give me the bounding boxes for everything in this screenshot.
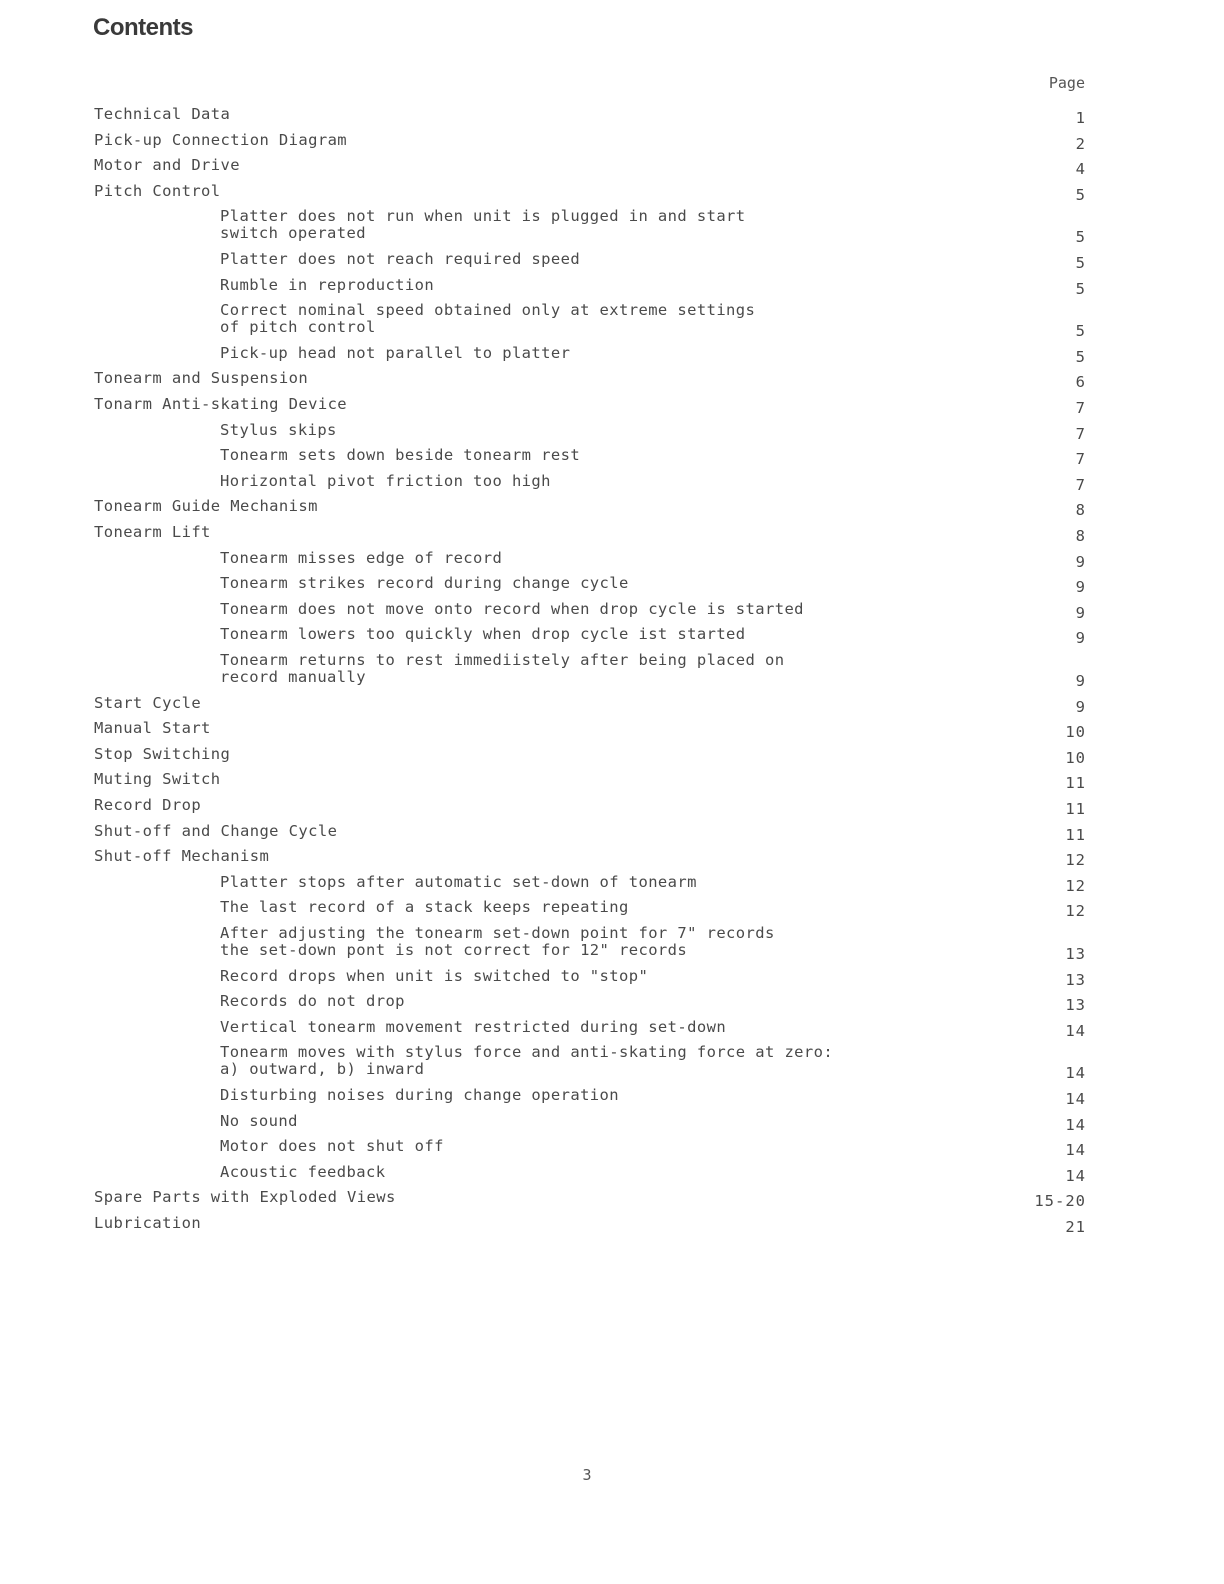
toc-entry-page: 14 — [1065, 1064, 1086, 1083]
toc-entry-page: 8 — [1075, 501, 1086, 520]
toc-entry-title: Pick-up head not parallel to platter — [220, 343, 571, 362]
toc-entry-title: Acoustic feedback — [220, 1162, 386, 1181]
toc-entry-page: 10 — [1065, 723, 1086, 742]
toc-entry-title: Muting Switch — [94, 770, 221, 789]
toc-entry-title: Tonearm strikes record during change cycle — [220, 574, 629, 593]
toc-entry-title: Record drops when unit is switched to "stop" — [220, 966, 649, 985]
toc-subentry — [0, 925, 1224, 961]
toc-entry-page: 10 — [1065, 748, 1086, 767]
toc-entry-page: 4 — [1075, 160, 1086, 179]
toc-entry-page: 13 — [1065, 970, 1086, 989]
toc-entry-title: Technical Data — [94, 105, 231, 123]
toc-entry-page: 9 — [1075, 552, 1086, 571]
toc-entry-title: Platter does not reach required speed — [220, 250, 581, 268]
toc-entry — [0, 1214, 1224, 1236]
toc-entry — [0, 770, 1224, 793]
toc-subentry — [0, 301, 1224, 341]
toc-entry-title: Manual Start — [94, 719, 211, 738]
toc-entry — [0, 693, 1224, 716]
toc-entry-page: 11 — [1065, 800, 1086, 818]
toc-entry-title: Motor and Drive — [94, 156, 240, 175]
toc-subentry — [0, 599, 1224, 622]
toc-entry — [0, 130, 1224, 153]
toc-entry-page: 15-20 — [1034, 1192, 1086, 1211]
page-number: 3 — [582, 1466, 592, 1484]
toc-entry-title: Horizontal pivot friction too high — [220, 471, 551, 490]
toc-entry-page: 5 — [1075, 228, 1086, 247]
toc-entry-page: 1 — [1075, 109, 1086, 127]
toc-entry — [0, 369, 1224, 392]
toc-subentry — [0, 446, 1224, 469]
toc-entry-page: 5 — [1075, 279, 1086, 298]
toc-entry-title: Spare Parts with Exploded Views — [94, 1188, 396, 1207]
toc-entry-page: 8 — [1075, 527, 1086, 545]
toc-entry-title: Tonearm returns to rest immediistely after being placed on record manually — [220, 651, 785, 686]
toc-entry-page: 13 — [1065, 996, 1086, 1015]
toc-entry-title: Shut-off Mechanism — [94, 847, 270, 866]
toc-entry-page: 12 — [1065, 902, 1086, 921]
toc-subentry — [0, 625, 1224, 648]
toc-entry-page: 9 — [1075, 603, 1086, 622]
toc-entry-page: 7 — [1075, 399, 1086, 417]
toc-entry — [0, 181, 1224, 204]
toc-subentry — [0, 872, 1224, 895]
toc-entry-title: Start Cycle — [94, 693, 202, 712]
toc-entry-page: 14 — [1065, 1021, 1086, 1040]
toc-entry — [0, 796, 1224, 818]
toc-entry-title: Stop Switching — [94, 744, 231, 763]
toc-entry-title: Lubrication — [94, 1214, 202, 1232]
toc-entry-title: Pick-up Connection Diagram — [94, 130, 348, 149]
toc-subentry — [0, 343, 1224, 366]
toc-entry-title: Tonearm sets down beside tonearm rest — [220, 446, 581, 465]
toc-entry-page: 9 — [1075, 578, 1086, 597]
toc-subentry — [0, 420, 1224, 443]
toc-entry — [0, 156, 1224, 179]
toc-entry — [0, 744, 1224, 767]
toc-subentry — [0, 207, 1224, 247]
toc-entry-page: 12 — [1065, 876, 1086, 895]
toc-entry — [0, 719, 1224, 742]
toc-subentry — [0, 1137, 1224, 1160]
toc-subentry — [0, 1043, 1224, 1083]
toc-entry-page: 14 — [1065, 1115, 1086, 1134]
toc-entry-page: 11 — [1065, 825, 1086, 844]
toc-entry-title: Stylus skips — [220, 420, 337, 439]
toc-entry — [0, 821, 1224, 844]
toc-entry-title: Platter does not run when unit is plugged in and start switch operated — [220, 207, 746, 243]
toc-subentry — [0, 275, 1224, 298]
toc-subentry — [0, 1111, 1224, 1134]
toc-entry-title: Tonearm lowers too quickly when drop cycle ist started — [220, 625, 746, 644]
toc-entry-title: Records do not drop — [220, 992, 405, 1011]
toc-subentry — [0, 1086, 1224, 1108]
toc-entry-title: Tonearm misses edge of record — [220, 548, 503, 567]
toc-entry-page: 5 — [1075, 254, 1086, 272]
toc-entry — [0, 395, 1224, 417]
toc-entry-page: 5 — [1075, 185, 1086, 204]
toc-entry — [0, 847, 1224, 870]
toc-entry-page: 5 — [1075, 322, 1086, 341]
toc-entry-title: Tonearm Lift — [94, 523, 211, 541]
toc-entry-title: Rumble in reproduction — [220, 275, 435, 294]
toc-entry-title: Tonarm Anti-skating Device — [94, 395, 348, 413]
toc-entry-title: Disturbing noises during change operation — [220, 1086, 620, 1104]
toc-entry — [0, 105, 1224, 127]
toc-entry-title: No sound — [220, 1111, 298, 1130]
toc-entry-title: Motor does not shut off — [220, 1137, 444, 1156]
toc-entry-page: 14 — [1065, 1141, 1086, 1160]
toc-entry-title: Tonearm and Suspension — [94, 369, 309, 388]
toc-subentry — [0, 1017, 1224, 1040]
toc-entry-title: Platter stops after automatic set-down of tonearm — [220, 872, 697, 891]
toc-entry-page: 13 — [1065, 945, 1086, 963]
toc-entry-page: 7 — [1075, 424, 1086, 443]
toc-subentry — [0, 898, 1224, 921]
toc-entry-title: Record Drop — [94, 796, 202, 814]
toc-entry-title: Pitch Control — [94, 181, 221, 200]
toc-subentry — [0, 548, 1224, 571]
toc-entry-title: Vertical tonearm movement restricted during set-down — [220, 1017, 727, 1036]
toc-entry-page: 11 — [1065, 774, 1086, 793]
toc-entry-page: 9 — [1075, 672, 1086, 690]
toc-subentry — [0, 652, 1224, 688]
toc-entry-title: Tonearm does not move onto record when drop cycle is started — [220, 599, 804, 618]
page-column-label: Page — [1048, 74, 1085, 92]
toc-entry-page: 14 — [1065, 1166, 1086, 1185]
toc-subentry — [0, 966, 1224, 989]
toc-entry-page: 21 — [1065, 1218, 1086, 1236]
toc-subentry — [0, 250, 1224, 272]
toc-entry-page: 14 — [1065, 1090, 1086, 1108]
toc-entry-title: Shut-off and Change Cycle — [94, 821, 338, 840]
toc-entry-title: Correct nominal speed obtained only at extreme settings of pitch control — [220, 301, 756, 337]
toc-entry-title: Tonearm moves with stylus force and anti-skating force at zero: a) outward, b) inward — [220, 1043, 834, 1079]
toc-entry-page: 12 — [1065, 851, 1086, 870]
toc-entry-page: 2 — [1075, 134, 1086, 153]
toc-entry-page: 9 — [1075, 697, 1086, 716]
toc-entry-page: 5 — [1075, 347, 1086, 366]
toc-subentry — [0, 992, 1224, 1015]
toc-entry — [0, 1188, 1224, 1211]
toc-entry-title: After adjusting the tonearm set-down point for 7" records the set-down pont is not correct for 12" records — [220, 924, 775, 959]
toc-entry-page: 7 — [1075, 450, 1086, 469]
toc-subentry — [0, 471, 1224, 494]
toc-subentry — [0, 574, 1224, 597]
page-title: Contents — [93, 14, 193, 41]
toc-entry — [0, 497, 1224, 520]
toc-entry-page: 9 — [1075, 629, 1086, 648]
toc-entry-page: 7 — [1075, 475, 1086, 494]
toc-entry-title: The last record of a stack keeps repeating — [220, 898, 629, 917]
toc-entry-page: 6 — [1075, 373, 1086, 392]
toc-subentry — [0, 1162, 1224, 1185]
toc-entry-title: Tonearm Guide Mechanism — [94, 497, 318, 516]
toc-entry — [0, 523, 1224, 545]
